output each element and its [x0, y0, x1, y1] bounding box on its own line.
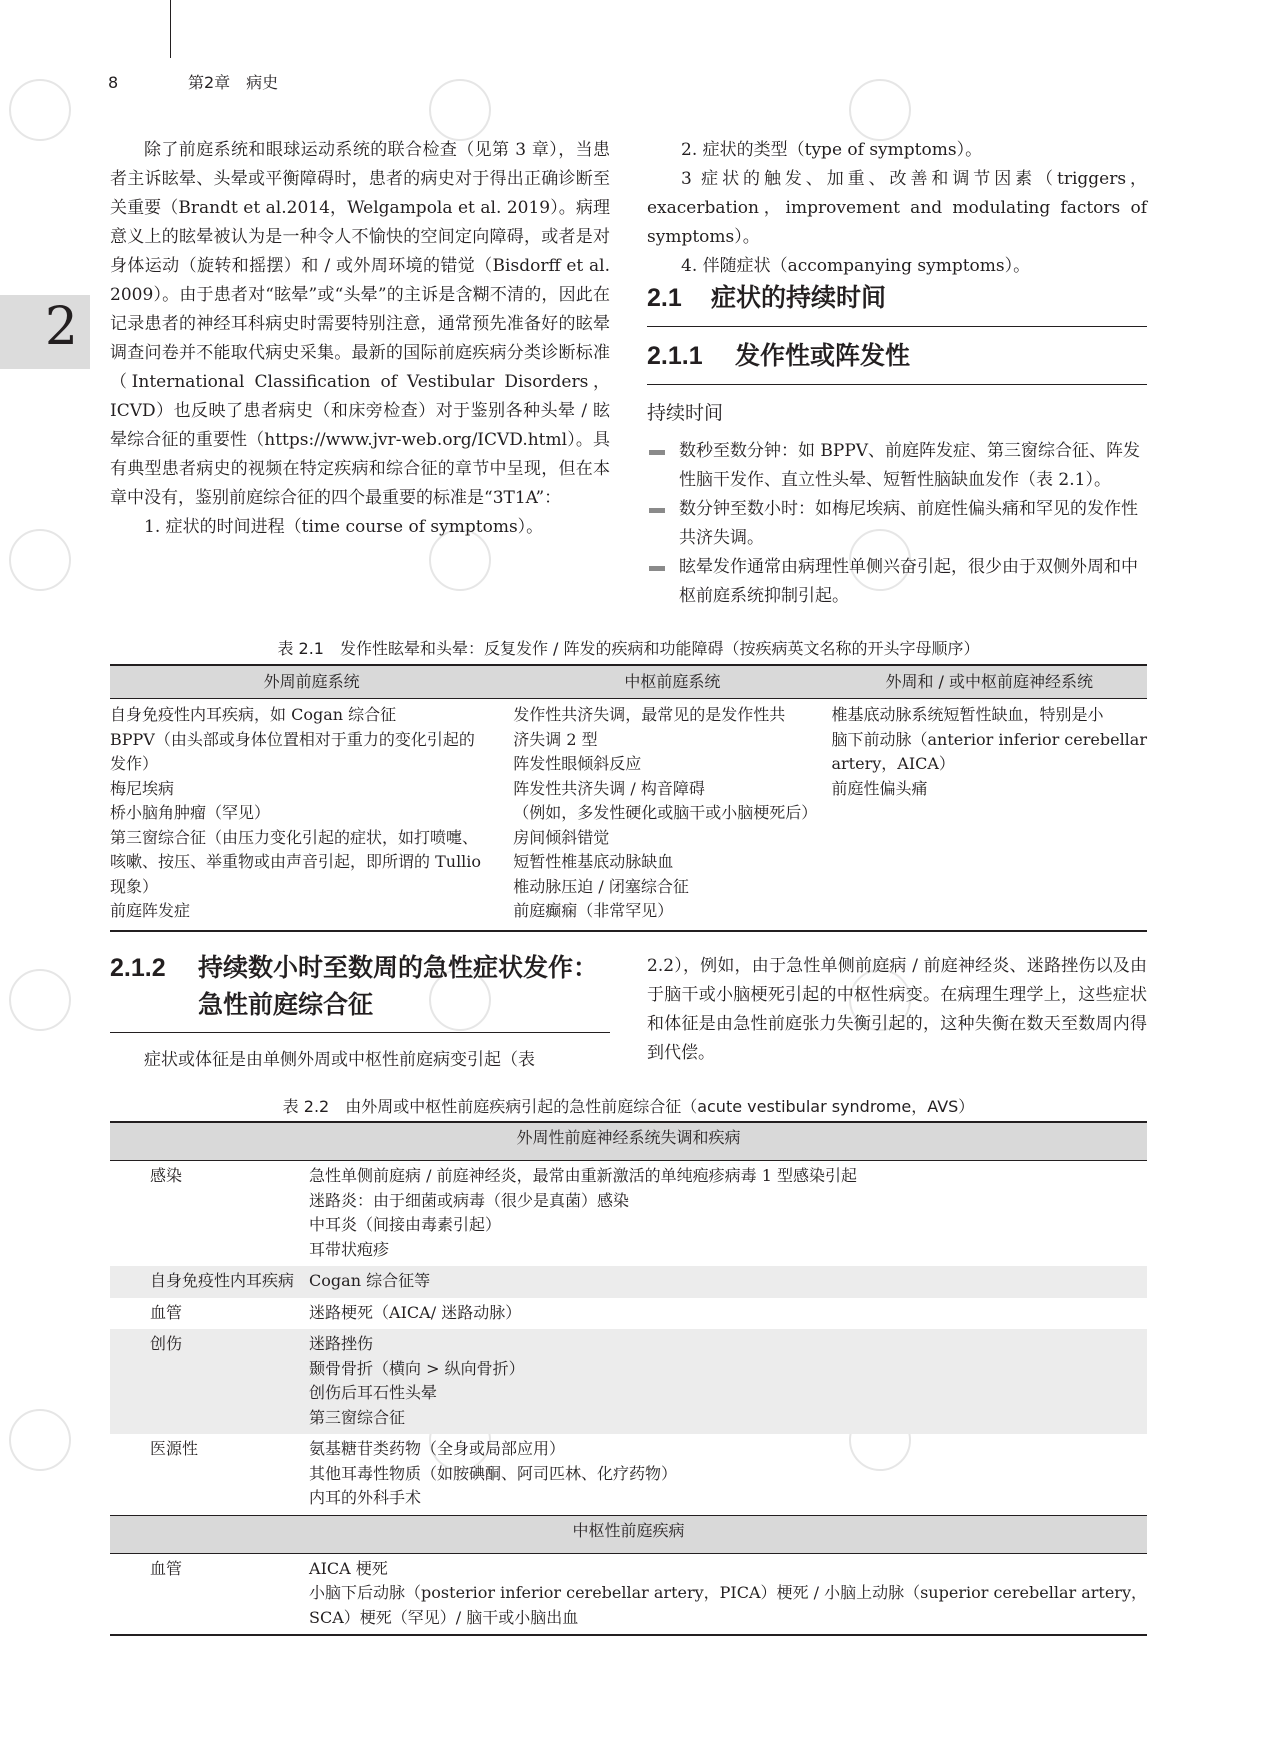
bullet-item: 数秒至数分钟：如 BPPV、前庭阵发症、第三窗综合征、阵发性脑干发作、直立性头晕、短暂性脑缺血发作（表 2.1）。 [647, 437, 1147, 495]
intro-paragraph: 除了前庭系统和眼球运动系统的联合检查（见第 3 章），当患者主诉眩晕、头晕或平衡障碍时，患者的病史对于得出正确诊断至关重要（Brandt et al.2014，Welgampola et al. 2019）。病理意义上的眩晕被认为是一种令人不愉快的空间定向障碍，或者是对身体运动（旋转和摇摆）和 / 或外周环境的错觉（Bisdorff et al. 2009）。由于患者对“眩晕”或“头晕”的主诉是含糊不清的，因此在记录患者的神经耳科病史时需要特别注意，通常预先准备好的眩晕调查问卷并不能取代病史采集。最新的国际前庭疾病分类诊断标准（International Classification of Vestibular Disorders，ICVD）也反映了患者病史（和床旁检查）对于鉴别各种头晕 / 眩晕综合征的重要性（https://www.jvr-web.org/ICVD.html）。具有典型患者病史的视频在特定疾病和综合征的章节中呈现，但在本章中没有，鉴别前庭综合征的四个最重要的标准是“3T1A”： [110, 140, 610, 508]
table-header: 外周前庭系统 [110, 665, 513, 699]
duration-heading: 持续时间 [647, 403, 724, 424]
section-2-1-2-right-text: 2.2），例如，由于急性单侧前庭病 / 前庭神经炎、迷路挫伤以及由于脑干或小脑梗死引起的中枢性病变。在病理生理学上，这些症状和体征是由急性前庭张力失衡引起的，这种失衡在数天至数周内得到代偿。 [647, 956, 1147, 1063]
table-header: 外周和 / 或中枢前庭神经系统 [831, 665, 1147, 699]
table-cell-peripheral: 自身免疫性内耳疾病，如 Cogan 综合征 BPPV（由头部或身体位置相对于重力的变化引起的 发作） 梅尼埃病 桥小脑角肿瘤（罕见） 第三窗综合征（由压力变化引起的症状，如打喷嚏、 咳嗽、按压、举重物或由声音引起，即所谓的 Tullio 现象） 前庭阵发症 [110, 705, 482, 920]
section-heading-2-1: 2.1 症状的持续时间 [647, 278, 1147, 327]
right-column-text [647, 136, 1147, 281]
table-2-1-caption: 表 2.1 发作性眩晕和头晕：反复发作 / 阵发的疾病和功能障碍（按疾病英文名称的开头字母顺序） [277, 639, 980, 658]
table-row: 自身免疫性内耳疾病 Cogan 综合征等 [110, 1266, 1147, 1298]
header-rule [170, 0, 171, 58]
section-heading-2-1-1: 2.1.1 发作性或阵发性 [647, 336, 1147, 385]
chapter-tab: 2 [0, 295, 90, 369]
table-row: 血管 AICA 梗死 小脑下后动脉（posterior inferior cerebellar artery，PICA）梗死 / 小脑上动脉（superior cerebellar artery， SCA）梗死（罕见）/ 脑干或小脑出血 [150, 1558, 1147, 1627]
table-2-2 [110, 1121, 1147, 1636]
section-2-1-2-left-text: 症状或体征是由单侧外周或中枢性前庭病变引起（表 [144, 1050, 535, 1070]
table-row: 医源性 氨基糖苷类药物（全身或局部应用） 其他耳毒性物质（如胺碘酮、阿司匹林、化疗药物） 内耳的外科手术 [150, 1439, 678, 1507]
criterion-1: 1. 症状的时间进程（time course of symptoms）。 [144, 517, 544, 537]
running-header [108, 70, 278, 93]
table-row: 感染 急性单侧前庭病 / 前庭神经炎，最常由重新激活的单纯疱疹病毒 1 型感染引起 迷路炎：由于细菌或病毒（很少是真菌）感染 中耳炎（间接由毒素引起） 耳带状疱疹 [150, 1166, 857, 1259]
section-heading-2-1-2: 2.1.2 持续数小时至数周的急性症状发作： 急性前庭综合征 [110, 950, 610, 1033]
table-section-central: 中枢性前庭疾病 [110, 1515, 1147, 1553]
criterion-2: 2. 症状的类型（type of symptoms）。 [681, 140, 983, 160]
table-2-1 [110, 664, 1147, 932]
table-cell-central: 发作性共济失调，最常见的是发作性共 济失调 2 型 阵发性眼倾斜反应 阵发性共济失调 / 构音障碍 （例如，多发性硬化或脑干或小脑梗死后） 房间倾斜错觉 短暂性椎基底动脉缺血 椎动脉压迫 / 闭塞综合征 前庭癫痫（非常罕见） [513, 705, 818, 920]
criterion-3: 3 症状的触发、加重、改善和调节因素（triggers，exacerbation，improvement and modulating factors of symptoms）。 [647, 169, 1147, 247]
table-row: 血管 迷路梗死（AICA/ 迷路动脉） [150, 1302, 522, 1322]
table-2-2-caption: 表 2.2 由外周或中枢性前庭疾病引起的急性前庭综合征（acute vestibular syndrome，AVS） [282, 1097, 975, 1116]
chapter-title: 第2章 病史 [188, 73, 279, 92]
table-header: 中枢前庭系统 [513, 665, 831, 699]
left-column-text [110, 136, 610, 542]
bullet-item: 眩晕发作通常由病理性单侧兴奋引起，很少由于双侧外周和中枢前庭系统抑制引起。 [647, 553, 1147, 611]
bullet-item: 数分钟至数小时：如梅尼埃病、前庭性偏头痛和罕见的发作性共济失调。 [647, 495, 1147, 553]
table-cell-mixed: 椎基底动脉系统短暂性缺血，特别是小 脑下前动脉（anterior inferior cerebellar artery，AICA） 前庭性偏头痛 [831, 705, 1147, 798]
criterion-4: 4. 伴随症状（accompanying symptoms）。 [681, 256, 1031, 276]
table-section-peripheral: 外周性前庭神经系统失调和疾病 [110, 1122, 1147, 1161]
page-number: 8 [108, 73, 119, 92]
table-row: 创伤 迷路挫伤 颞骨骨折（横向 > 纵向骨折） 创伤后耳石性头晕 第三窗综合征 [110, 1329, 1147, 1434]
duration-bullets [647, 437, 1147, 611]
